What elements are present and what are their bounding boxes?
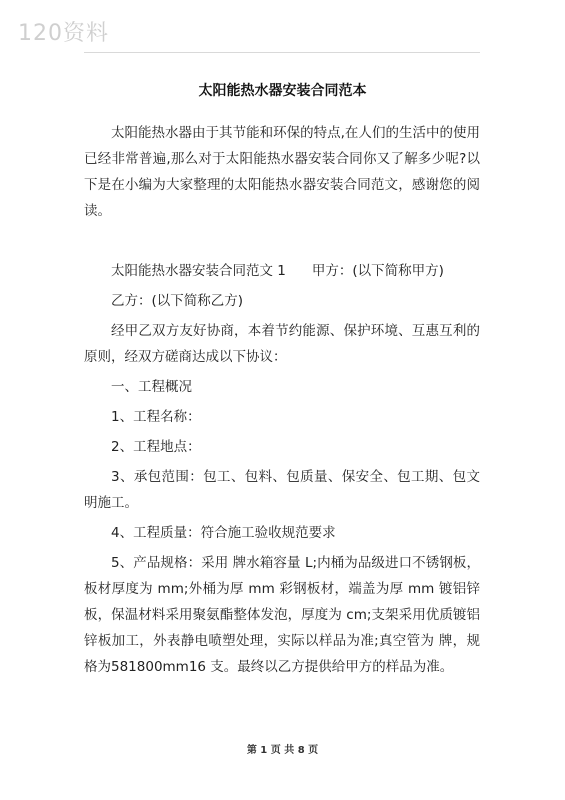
item-project-name: 1、工程名称： [111,409,201,425]
item-contract-scope: 3、承包范围：包工、包料、包质量、保安全、包工期、包文明施工。 [84,469,480,511]
preamble-paragraph: 经甲乙双方友好协商，本着节约能源、保护环境、互惠互利的原则，经双方磋商达成以下协议： [84,323,480,365]
header-divider [84,52,480,53]
item-product-specs: 5、产品规格：采用 牌水箱容量 L;内桶为品级进口不锈钢板，板材厚度为 mm;外桶为厚 mm 彩钢板材，端盖为厚 mm 镀铝锌板，保温材料采用聚氨酯整体发泡，厚度为 cm;支架采用优质镀铝锌板加工，外表静电喷塑处理，实际以样品为准;真空管为 牌，规格为581800mm16 支。最终以乙方提供给甲方的样品为准。 [84,555,480,675]
watermark-logo: 120资料 [18,21,109,46]
contract-heading-line [84,258,480,284]
intro-paragraph: 太阳能热水器由于其节能和环保的特点,在人们的生活中的使用已经非常普遍,那么对于太阳能热水器安装合同你又了解多少呢?以下是在小编为大家整理的太阳能热水器安装合同范文，感谢您的阅读。 [84,125,480,219]
item-project-location: 2、工程地点： [111,439,201,455]
section-heading-overview: 一、工程概况 [111,379,192,395]
page-footer: 第 1 页 共 8 页 [246,745,319,756]
document-title: 太阳能热水器安装合同范本 [198,83,367,99]
document-body [84,120,480,684]
contract-section [84,258,480,680]
contract-heading: 太阳能热水器安装合同范文 1 [111,263,286,279]
item-project-quality: 4、工程质量：符合施工验收规范要求 [111,525,336,541]
party-a-line: 甲方：(以下简称甲方) [311,263,444,279]
party-b-line: 乙方：(以下简称乙方) [111,293,244,309]
